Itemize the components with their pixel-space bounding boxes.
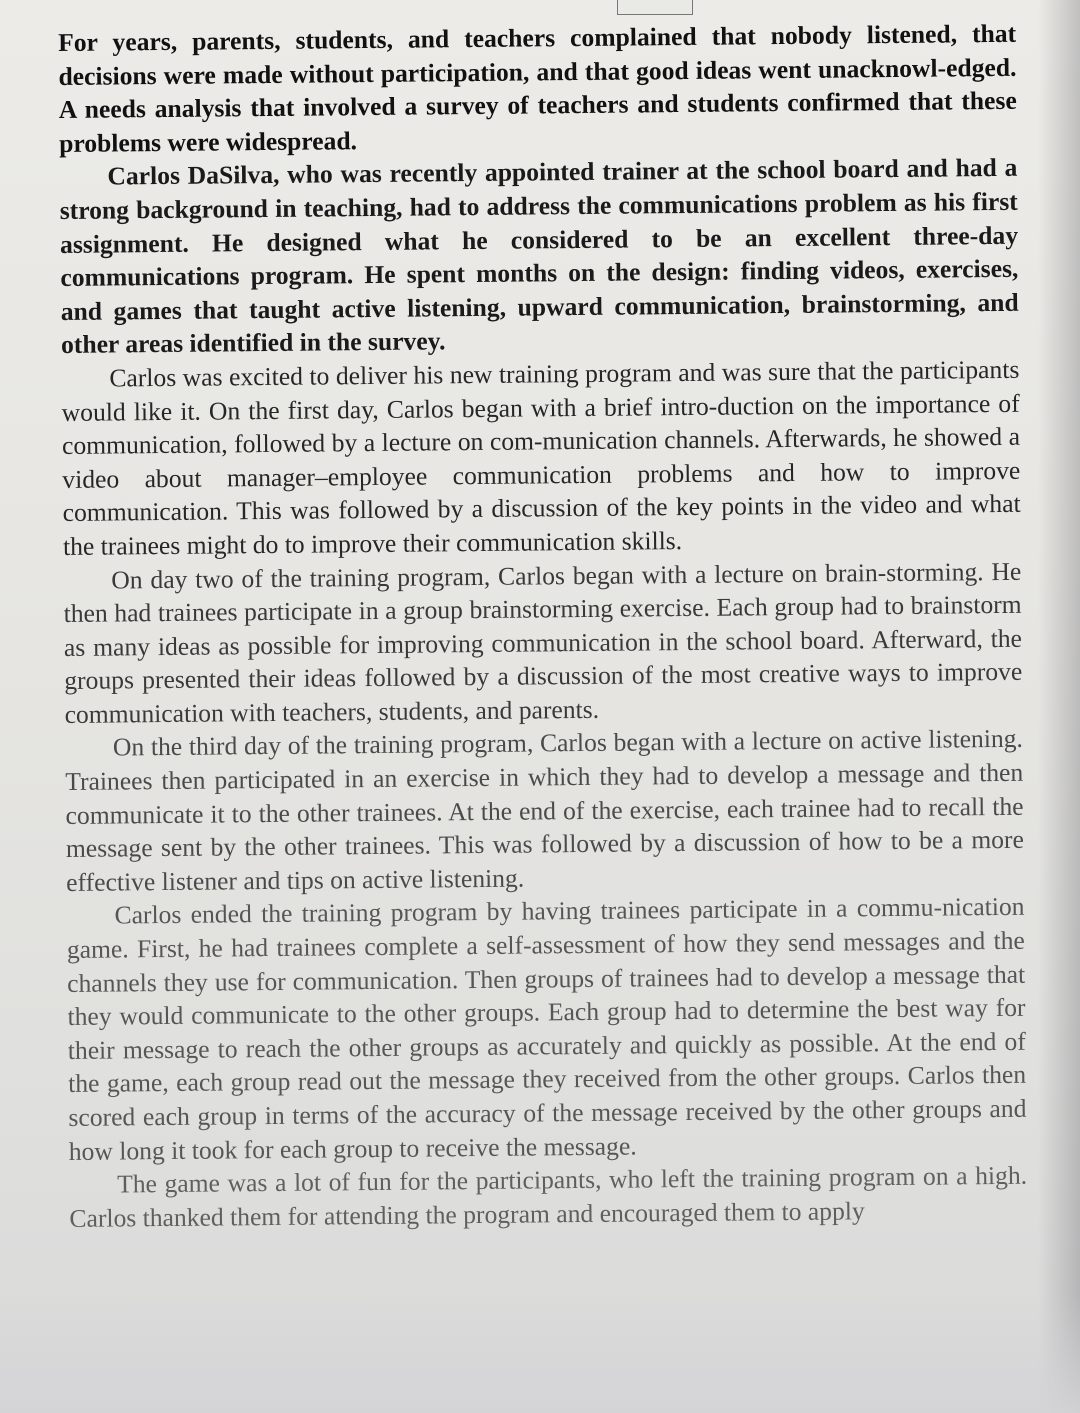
screen-glare [0, 1293, 1080, 1413]
paragraph-day-two: On day two of the training program, Carlos began with a lecture on brain-storming. He then had trainees participate in a group brainstorming exercise. Each group had to brainstorm as many ideas as possible for improving communication in the school board. Afterward, the groups presented their ideas followed by a discussion of the most creative ways to improve communication with teachers, students, and parents. [63, 556, 1023, 729]
paragraph-conclusion: The game was a lot of fun for the participants, who left the training program on a high. Carlos thanked them for attending the program and encouraged them to apply [69, 1160, 1028, 1233]
paragraph-intro: For years, parents, students, and teachers complained that nobody listened, that decisions were made without participation, and that good ideas went unacknowl-edged. A needs analysis that involved a survey of teachers and students confirmed that these problems were widespread. [58, 18, 1017, 158]
paragraph-carlos-design: Carlos DaSilva, who was recently appointed trainer at the school board and had a strong background in teaching, had to address the communications problem as his first assignment. He designed what he considered to be an excellent three-day communications program. He spent months on the design: finding videos, exercises, and games that taught active listening, upward communication, brainstorming, and other areas identified in the survey. [59, 153, 1019, 360]
screen-bezel-edge [1038, 0, 1080, 1413]
paragraph-day-three: On the third day of the training program, Carlos began with a lecture on active listening. Trainees then participated in an exercise in which they had to develop a message and then communicate it to the other trainees. At the end of the exercise, each trainee had to recall the message sent by the other trainees. This was followed by a discussion of how to be a more effective listener and tips on active listening. [65, 724, 1024, 897]
paragraph-communication-game: Carlos ended the training program by having trainees participate in a commu-nication game. First, he had trainees complete a self-assessment of how they send messages and the channels they use for communication. Then groups of trainees had to develop a message that they would communicate to the other groups. Each group had to determine the best way for their message to reach the other groups as accurately and quickly as possible. At the end of the game, each group read out the message they received from the other groups. Carlos then scored each group in terms of the accuracy of the message received by the other groups and how long it took for each group to receive the message. [66, 892, 1027, 1166]
paragraph-day-one: Carlos was excited to deliver his new training program and was sure that the participants would like it. On the first day, Carlos began with a brief intro-duction on the importance of communication, followed by a lecture on com-munication channels. Afterwards, he showed a video about manager–employee communication problems and how to improve communication. This was followed by a discussion of the key points in the video and what the trainees might do to improve their communication skills. [61, 354, 1021, 561]
window-tab [617, 0, 693, 15]
document-page [58, 17, 1028, 1236]
